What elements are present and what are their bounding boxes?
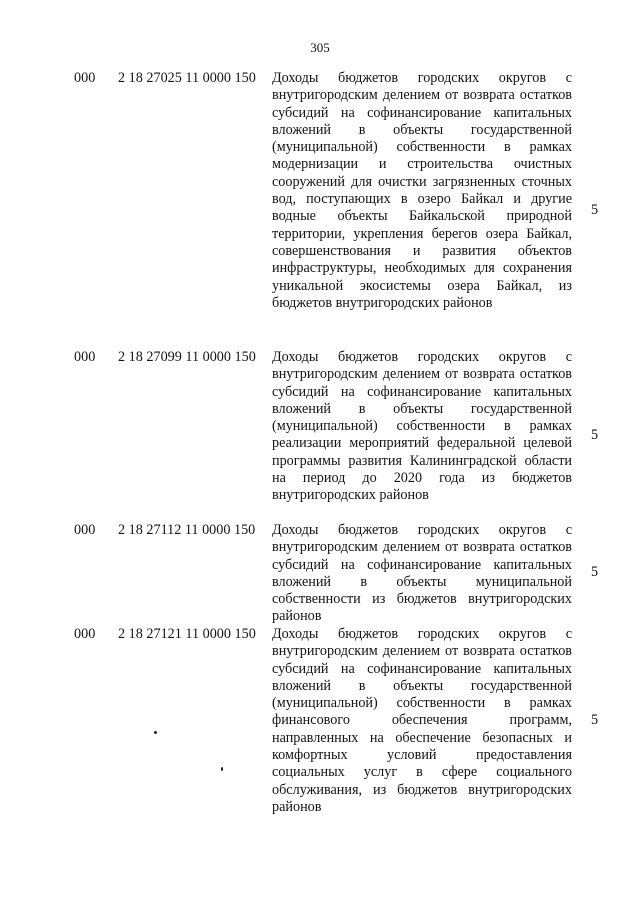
scan-speck	[154, 731, 157, 734]
income-description: Доходы бюджетов городских округов с внутригородским делением от возврата остатков субсидий на софинансирование капитальных вложений в объекты муниципальной собственности из бюджетов внутригородских районов	[272, 522, 572, 625]
admin-code: 000	[74, 522, 96, 538]
row-value: 5	[591, 427, 599, 443]
budget-classification-code: 2 18 27121 11 0000 150	[118, 626, 256, 642]
admin-code: 000	[74, 349, 96, 365]
budget-classification-code: 2 18 27025 11 0000 150	[118, 70, 256, 86]
admin-code: 000	[74, 626, 96, 642]
admin-code: 000	[74, 70, 96, 86]
budget-classification-code: 2 18 27112 11 0000 150	[118, 522, 256, 538]
row-value: 5	[591, 712, 599, 728]
budget-classification-code: 2 18 27099 11 0000 150	[118, 349, 256, 365]
income-description: Доходы бюджетов городских округов с внутригородским делением от возврата остатков субсидий на софинансирование капитальных вложений в объекты государственной (муниципальной) собственности в рамках модернизации и строительства очистных сооружений для очистки загрязненных сточных вод, поступающих в озеро Байкал и другие водные объекты Байкальской природной территории, укрепления берегов озера Байкал, совершенствования и развития объектов инфраструктуры, необходимых для сохранения уникальной экосистемы озера Байкал, из бюджетов внутригородских районов	[272, 70, 572, 311]
row-value: 5	[591, 202, 599, 218]
row-value: 5	[591, 564, 599, 580]
income-description: Доходы бюджетов городских округов с внутригородским делением от возврата остатков субсидий на софинансирование капитальных вложений в объекты государственной (муниципальной) собственности в рамках реализации мероприятий федеральной целевой программы развития Калининградской области на период до 2020 года из бюджетов внутригородских районов	[272, 349, 572, 504]
income-description: Доходы бюджетов городских округов с внутригородским делением от возврата остатков субсидий на софинансирование капитальных вложений в объекты государственной (муниципальной) собственности в рамках финансового обеспечения программ, направленных на обеспечение безопасных и комфортных условий предоставления социальных услуг в сфере социального обслуживания, из бюджетов внутригородских районов	[272, 626, 572, 815]
page-number: 305	[310, 40, 330, 55]
scan-speck	[221, 767, 223, 771]
